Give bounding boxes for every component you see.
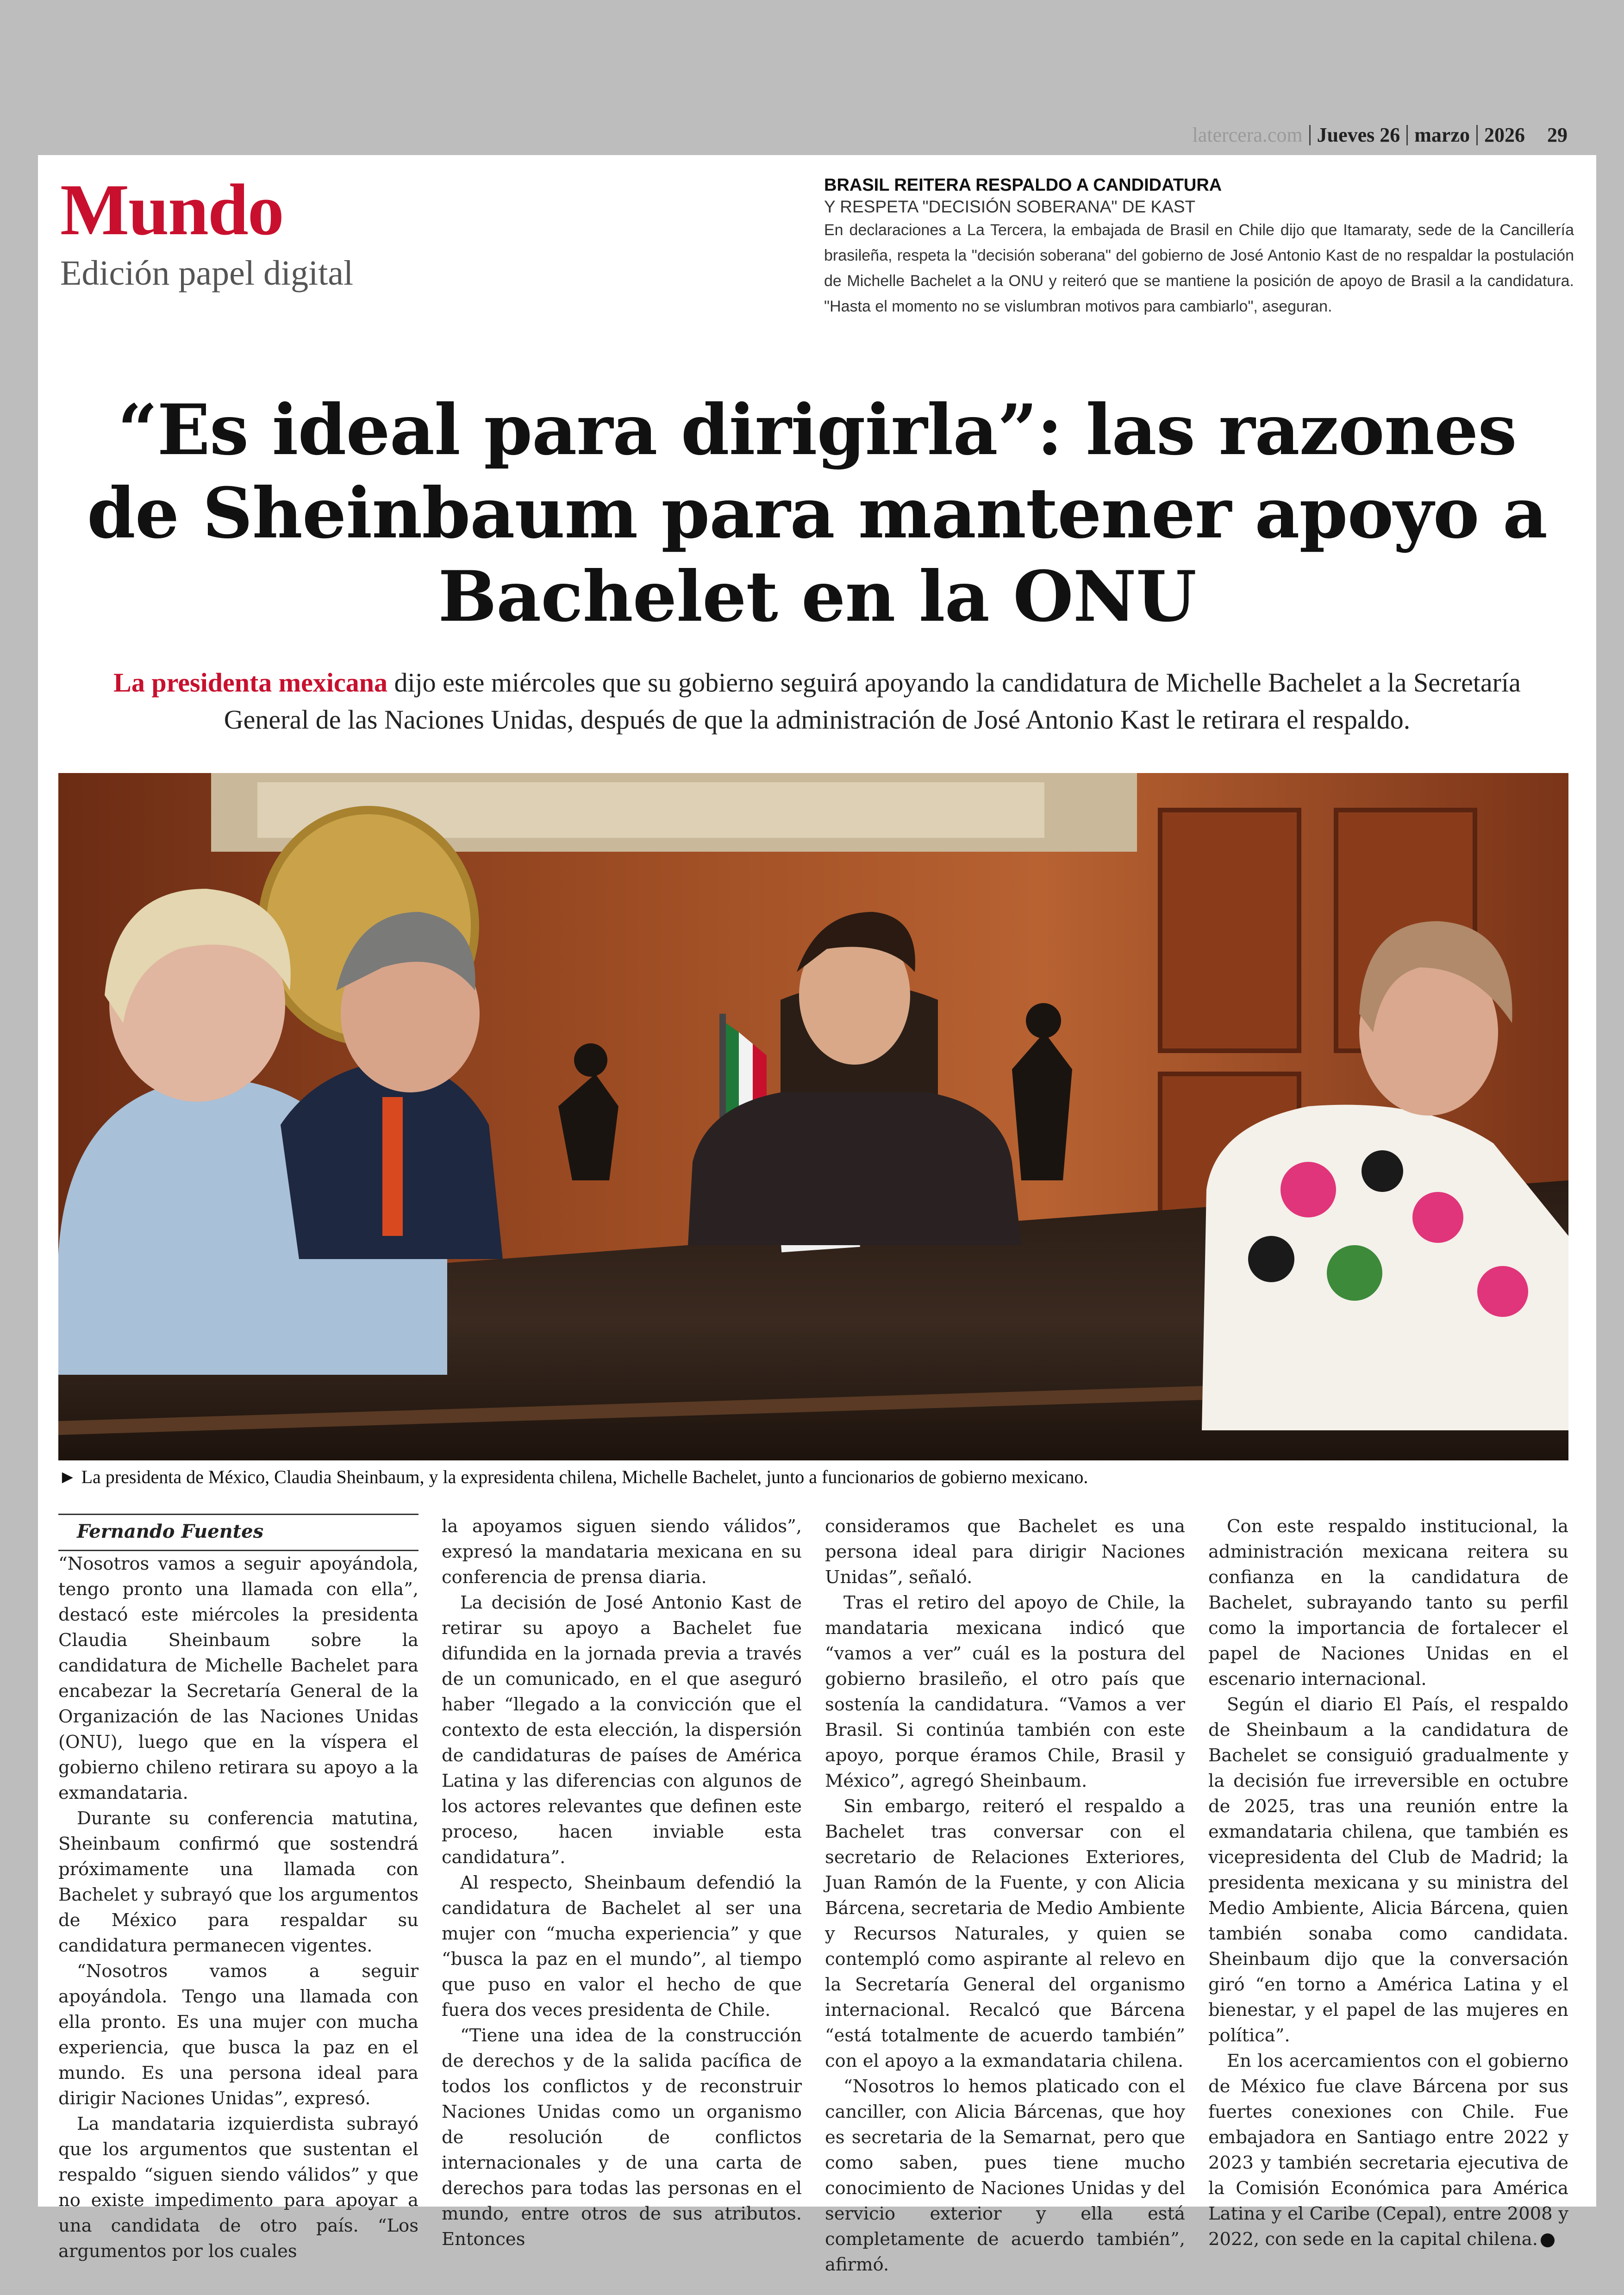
lead-paragraph [93, 664, 1542, 738]
article-column-2 [442, 1514, 802, 2252]
section-header [60, 169, 354, 293]
newspaper-page [38, 155, 1596, 2275]
paragraph: Con este respaldo institucional, la administración mexicana reitera su confianza en la candidatura de Bachelet, subrayando tanto su perfil como la importancia de fortalecer el papel de Naciones Unidas en el escenario internacional. [1208, 1516, 1568, 1690]
photo-caption: ► La presidenta de México, Claudia Sheinbaum, y la expresidenta chilena, Michelle Bachelet, junto a funcionarios de gobierno mexicano. [58, 1466, 1088, 1487]
main-photo [58, 773, 1568, 1460]
folio-line [1192, 123, 1568, 147]
paragraph: “Nosotros lo hemos platicado con el canciller, con Alicia Bárcenas, que hoy es secretaria de la Semarnat, pero que como saben, pues tiene mucho conocimiento de Naciones Unidas y del servicio exterior y ella está completamente de acuerdo también”, afirmó. [825, 2076, 1185, 2275]
sidebar-body: En declaraciones a La Tercera, la embajada de Brasil en Chile dijo que Itamaraty, sede de la Cancillería brasileña, respeta la "decisión soberana" del gobierno de José Antonio Kast de no respaldar la postulación de Michelle Bachelet a la ONU y reiteró que se mantiene la posición de apoyo de Brasil a la candidatura. "Hasta el momento no se vislumbran motivos para cambiarlo", aseguran. [824, 221, 1574, 315]
article-body [58, 1514, 1569, 2275]
lead-text: dijo este miércoles que su gobierno seguirá apoyando la candidatura de Michelle Bachelet a la Secretaría General de las Naciones Unidas, después de que la administración de José Antonio Kast le retirara el respaldo. [224, 667, 1521, 735]
paragraph: consideramos que Bachelet es una persona ideal para dirigir Naciones Unidas”, señaló. [825, 1516, 1185, 1588]
paragraph: Al respecto, Sheinbaum defendió la candidatura de Bachelet al ser una mujer con “mucha experiencia” y que “busca la paz en el mundo”, al tiempo que puso en valor el hecho de que fuera dos veces presidenta de Chile. [442, 1872, 802, 2021]
sidebar-title: BRASIL REITERA RESPALDO A CANDIDATURA [824, 175, 1222, 195]
headline: “Es ideal para dirigirla”: las razones de Sheinbaum para mantener apoyo a Bachelet en la ONU [87, 389, 1548, 637]
paragraph: “Nosotros vamos a seguir apoyándola. Tengo una llamada con ella pronto. Es una mujer con mucha experiencia, que busca la paz en el mundo. Es una persona ideal para dirigir Naciones Unidas”, expresó. [58, 1961, 418, 2109]
issue-month: marzo [1414, 124, 1470, 146]
paragraph: Durante su conferencia matutina, Sheinbaum confirmó que sostendrá próximamente una llamada con Bachelet y subrayó que los argumentos de México para respaldar su candidatura permanecen vigentes. [58, 1808, 418, 1956]
section-name: Mundo [60, 169, 283, 250]
issue-day: Jueves 26 [1317, 124, 1400, 146]
article-column-4 [1208, 1514, 1568, 2252]
paragraph: “Nosotros vamos a seguir apoyándola, tengo pronto una llamada con ella”, destacó este miércoles la presidenta Claudia Sheinbaum sobre la candidatura de Michelle Bachelet para encabezar la Secretaría General de la Organización de las Naciones Unidas (ONU), luego que en la víspera el gobierno chileno retirara su apoyo a la exmandataria. [58, 1553, 418, 1803]
divider [1309, 125, 1311, 145]
sidebar-subtitle: Y RESPETA "DECISIÓN SOBERANA" DE KAST [824, 197, 1196, 216]
paragraph: la apoyamos siguen siendo válidos”, expresó la mandataria mexicana en su conferencia de prensa diaria. [442, 1516, 802, 1588]
paragraph: Tras el retiro del apoyo de Chile, la mandataria mexicana indicó que “vamos a ver” cuál es la postura del gobierno brasileño, el otro país que sostenía la candidatura. “Vamos a ver Brasil. Si continúa también con este apoyo, porque éramos Chile, Brasil y México”, agregó Sheinbaum. [825, 1592, 1185, 1791]
page-number: 29 [1547, 124, 1568, 146]
paragraph: “Tiene una idea de la construcción de derechos y de la salida pacífica de todos los conflictos y de reconstruir Naciones Unidas como un organismo de resolución de conflictos internacionales y de una carta de derechos para todas las personas en el mundo, entre otros de sus atributos. Entonces [442, 2025, 802, 2250]
masthead [0, 0, 1624, 155]
paragraph: La mandataria izquierdista subrayó que los argumentos que sustentan el respaldo “siguen siendo válidos” y que no existe impedimento para apoyar a una candidata de otro país. “Los argumentos por los cuales [58, 2114, 418, 2262]
edition-label: Edición papel digital [60, 254, 354, 293]
issue-year: 2026 [1484, 124, 1525, 146]
paragraph [1208, 2048, 1568, 2252]
paragraph: La decisión de José Antonio Kast de retirar su apoyo a Bachelet fue difundida en la jornada previa a través de un comunicado, en el que aseguró haber “llegado a la convicción que el contexto de esta elección, la dispersión de candidaturas de países de América Latina y las diferencias con algunos de los actores relevantes que definen este proceso, hacen inviable esta candidatura”. [442, 1592, 802, 1868]
wall-panel [1160, 810, 1299, 1051]
article-column-3 [825, 1514, 1185, 2277]
photo-illustration [58, 773, 1568, 1460]
site-name[interactable]: latercera.com [1192, 124, 1303, 146]
byline: Fernando Fuentes [58, 1514, 418, 1551]
sidebar-box [824, 175, 1574, 319]
paragraph: Sin embargo, reiteró el respaldo a Bachelet tras conversar con el secretario de Relaciones Exteriores, Juan Ramón de la Fuente, y con Alicia Bárcena, secretaria de Medio Ambiente y Recursos Naturales, y quien se contempló como aspirante al relevo en la Secretaría General del organismo internacional. Recalcó que Bárcena “está totalmente de acuerdo también” con el apoyo a la exmandataria chilena. [825, 1796, 1185, 2071]
article-column-1 [58, 1514, 418, 2264]
paragraph-text: En los acercamientos con el gobierno de México fue clave Bárcena por sus fuertes conexiones con Chile. Fue embajadora en Santiago entre 2022 y 2023 y también secretaria ejecutiva de la Comisión Económica para América Latina y el Caribe (Cepal), entre 2008 y 2022, con sede en la capital chilena. [1208, 2051, 1568, 2250]
divider [1476, 125, 1478, 145]
lead-highlight: La presidenta mexicana [113, 667, 387, 698]
person-center [688, 1092, 1021, 1245]
paragraph: Según el diario El País, el respaldo de Sheinbaum a la candidatura de Bachelet se consiguió gradualmente y la decisión fue irreversible en octubre de 2025, tras una reunión entre la exmandataria chilena, que también es vicepresidenta del Club de Madrid; la presidenta mexicana y su ministra del Medio Ambiente, Alicia Bárcena, quien también sonaba como candidata. Sheinbaum dijo que la conversación giró “en torno a América Latina y el bienestar, y el papel de las mujeres en política”. [1208, 1694, 1568, 2046]
end-mark-icon [1541, 2233, 1555, 2247]
divider [1406, 125, 1408, 145]
